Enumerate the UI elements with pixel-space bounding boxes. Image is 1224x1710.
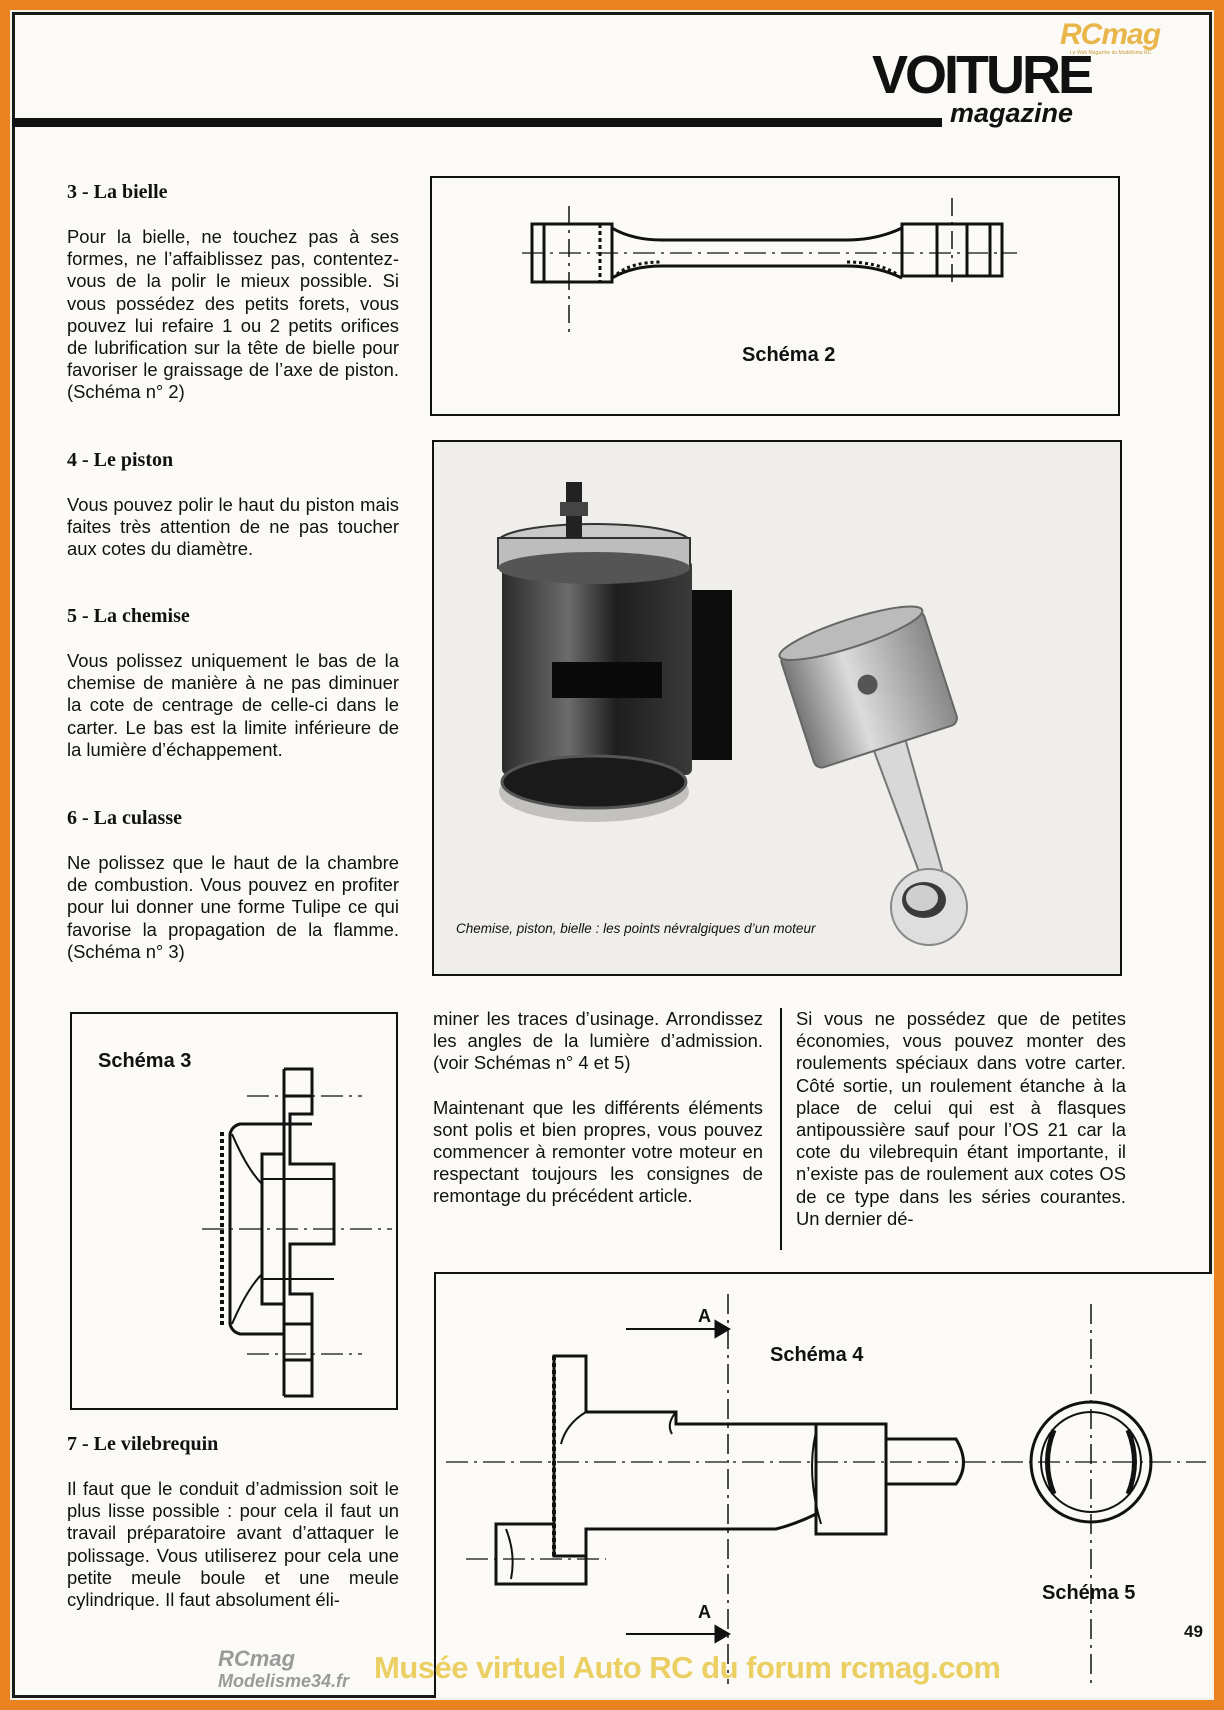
text-bielle: Pour la bielle, ne touchez pas à ses formes, ne l’affaiblissez pas, contentez-vous de la polir le mieux possible. Si vous possédez des petits forets, vous pouvez lui refaire 1 ou 2 petits orifices de lubrification sur la tête de bielle pour favoriser le graissage de l’axe de piston. (Schéma n° 2) xyxy=(67,226,399,403)
text-culasse: Ne polissez que le haut de la chambre de combustion. Vous pouvez en profiter pour lui donner une forme Tulipe ce qui favorise la propagation de la flamme. (Schéma n° 3) xyxy=(67,852,399,962)
section-vilebrequin xyxy=(67,1432,399,1611)
column-rule xyxy=(780,1008,782,1250)
crankshaft-drawing xyxy=(436,1274,1210,1696)
heading-chemise: 5 - La chemise xyxy=(67,605,190,627)
middle-para-2: Maintenant que les différents éléments sont polis et bien propres, vous pouvez commencer à remonter votre moteur en respectant toujours les consignes de remontage du précédent article. xyxy=(433,1096,763,1207)
schema-2-figure xyxy=(430,176,1120,416)
watermark-logo: RCmag xyxy=(218,1646,296,1671)
heading-vilebrequin: 7 - Le vilebrequin xyxy=(67,1433,219,1455)
schema-5-label: Schéma 5 xyxy=(1042,1582,1136,1604)
text-chemise: Vous polissez uniquement le bas de la chemise de manière à ne pas diminuer la cote de centrage de celle-ci dans le carter. Le bas est la limite inférieure de la lumière d’échappement. xyxy=(67,650,399,760)
right-column xyxy=(796,1008,1126,1230)
schema-3-figure xyxy=(70,1012,398,1410)
schema-2-label: Schéma 2 xyxy=(742,344,836,366)
middle-para-1: miner les traces d’usinage. Arrondissez les angles de la lumière d’admission. (voir Schémas n° 4 et 5) xyxy=(433,1008,763,1074)
heading-piston: 4 - Le piston xyxy=(67,449,174,471)
middle-column xyxy=(433,1008,763,1208)
watermark-logo-sub: Modelisme34.fr xyxy=(218,1671,350,1691)
schema-4-5-figure xyxy=(434,1272,1212,1698)
schema-3-label: Schéma 3 xyxy=(98,1050,192,1072)
section-piston xyxy=(67,448,399,561)
watermark-text: Musée virtuel Auto RC du forum rcmag.com xyxy=(374,1650,1001,1685)
text-piston: Vous pouvez polir le haut du piston mais faites très attention de ne pas toucher aux cotes du diamètre. xyxy=(67,494,399,560)
heading-bielle: 3 - La bielle xyxy=(67,181,168,203)
section-bielle xyxy=(67,180,399,404)
header-rule xyxy=(12,118,942,127)
connecting-rod-drawing xyxy=(432,178,1117,413)
schema-4-label: Schéma 4 xyxy=(770,1344,864,1366)
corner-logo-tagline: Le Web Magazine du Modélisme RC xyxy=(1070,50,1152,56)
brand-subtitle: magazine xyxy=(950,98,1074,128)
section-culasse xyxy=(67,806,399,963)
section-mark-top: A xyxy=(698,1306,711,1326)
brand-title: VOITURE xyxy=(872,45,1092,105)
photo-caption: Chemise, piston, bielle : les points névralgiques d’un moteur xyxy=(456,921,816,936)
parts-photo xyxy=(432,440,1122,976)
section-chemise xyxy=(67,604,399,761)
cylinder-head-drawing xyxy=(72,1014,396,1408)
photo-illustration xyxy=(434,442,1120,974)
section-mark-bottom: A xyxy=(698,1602,711,1622)
heading-culasse: 6 - La culasse xyxy=(67,807,182,829)
page-number: 49 xyxy=(1184,1622,1203,1641)
right-para-1: Si vous ne possédez que de petites économies, vous pouvez monter des roulements spéciaux dans votre carter. Côté sortie, un roulement étanche à la place de celui qui est à flasques antipoussière sauf pour l’OS 21 car la cote du vilebrequin étant importante, il n’existe pas de roulement aux cotes OS de ce type dans les séries courantes. Un dernier dé- xyxy=(796,1008,1126,1229)
text-vilebrequin: Il faut que le conduit d’admission soit le plus lisse possible : pour cela il faut un travail préparatoire avant d’attaquer le polissage. Vous utiliserez pour cela une petite meule boule et une meule cylindrique. Il faut absolument éli- xyxy=(67,1478,399,1611)
corner-logo: RCmag xyxy=(1060,18,1161,51)
